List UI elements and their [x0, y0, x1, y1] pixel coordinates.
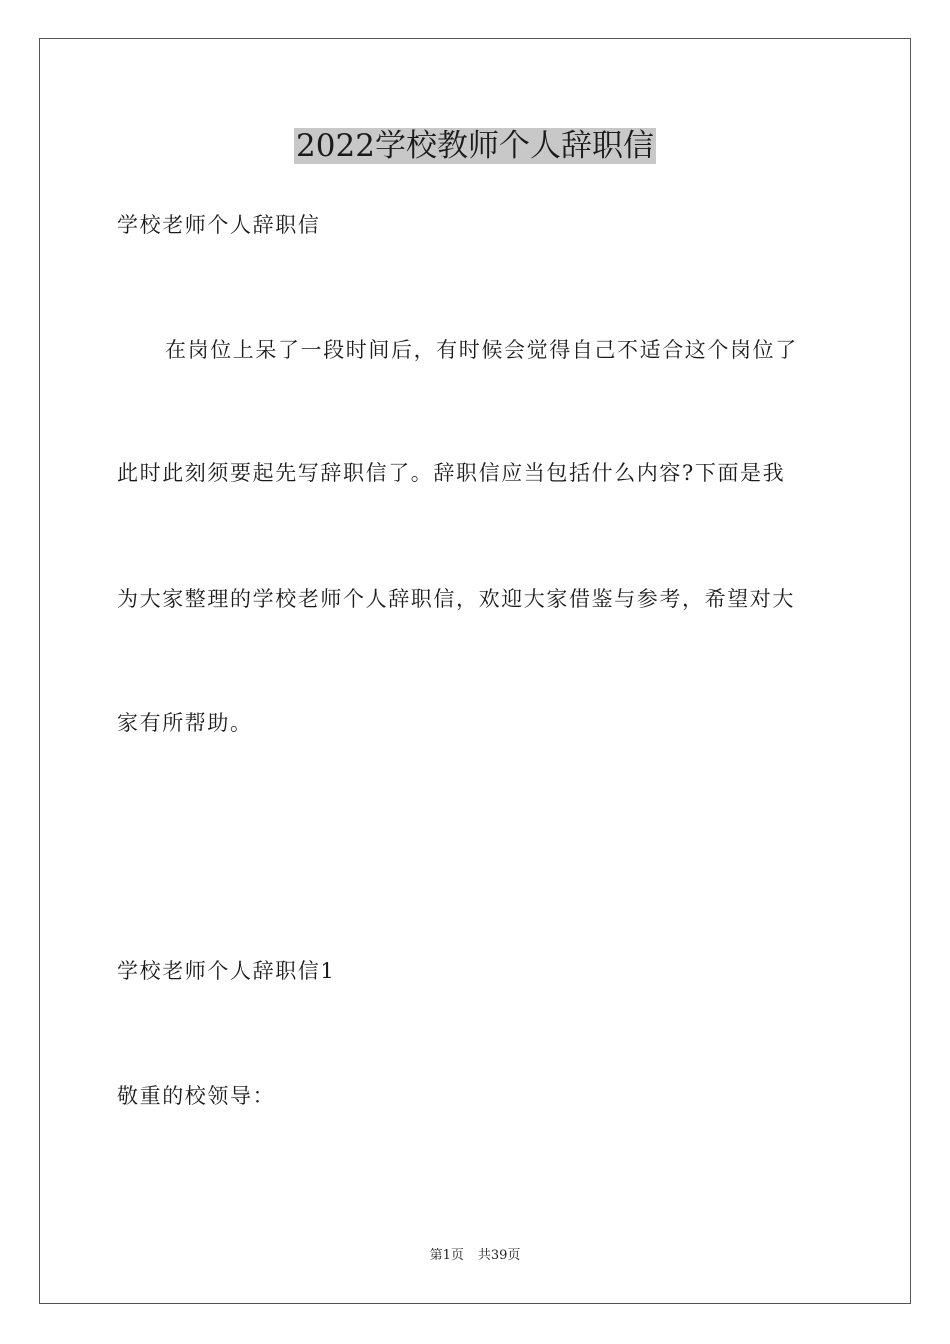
intro-line-4: 家有所帮助。 [117, 711, 253, 735]
intro-line-3: 为大家整理的学校老师个人辞职信，欢迎大家借鉴与参考，希望对大 [117, 587, 795, 611]
document-heading: 学校老师个人辞职信 [117, 213, 321, 237]
intro-line-1: 在岗位上呆了一段时间后，有时候会觉得自己不适合这个岗位了 [165, 338, 798, 362]
page-footer [0, 1247, 950, 1265]
page-total: 共39页 [477, 1248, 521, 1263]
section-title: 学校老师个人辞职信1 [117, 959, 336, 983]
salutation: 敬重的校领导： [117, 1084, 276, 1108]
document-title-text: 2022学校教师个人辞职信 [296, 128, 654, 164]
document-title [0, 125, 950, 167]
intro-line-2: 此时此刻须要起先写辞职信了。辞职信应当包括什么内容?下面是我 [117, 461, 786, 485]
page-number: 第1页 [429, 1248, 464, 1263]
